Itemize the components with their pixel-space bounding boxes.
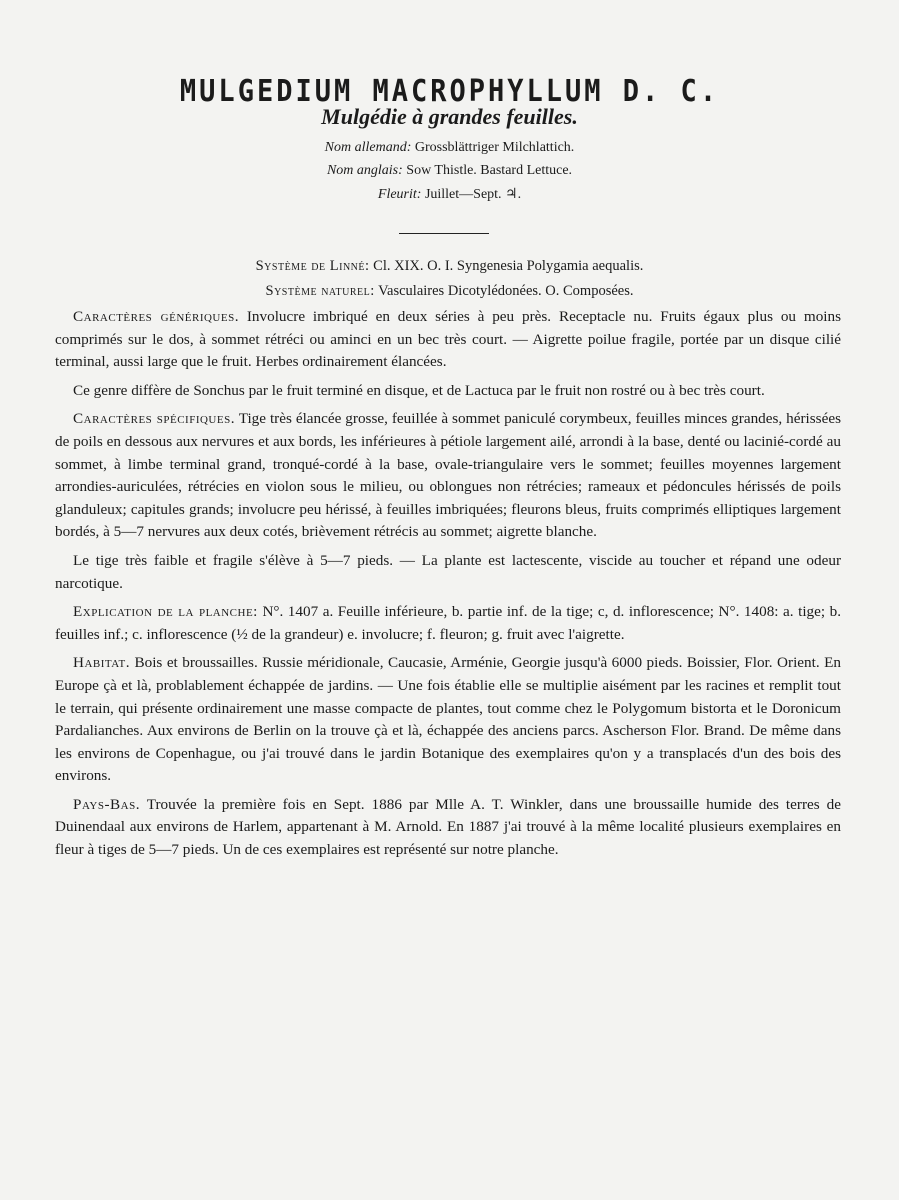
plate-explanation-text: N°. 1407 a. Feuille inférieure, b. partie inf. de la tige; c, d. inflorescence; N°. 1408: a. tige; b. feuilles inf.; c. inflorescence (½ de la grandeur) e. involucre; f. fleuron; g. fruit avec l'aigrette. (55, 603, 842, 643)
page-title: MULGEDIUM MACROPHYLLUM D. C. (179, 74, 720, 109)
natural-system: Vasculaires Dicotylédonées. O. Composées. (378, 283, 634, 299)
generic-characters-paragraph (55, 306, 841, 374)
netherlands-text: Trouvée la première fois en Sept. 1886 par Mlle A. T. Winkler, dans une broussaille humide des terres de Duinendaal aux environs de Harlem, appartenant à M. Arnold. En 1887 j'ai trouvé à la même localité plusieurs exemplaires en fleur à tiges de 5—7 pieds. Un de ces exemplaires est représenté sur notre planche. (55, 795, 841, 859)
english-name-line (0, 163, 899, 179)
habitat-label: Habitat. (73, 654, 130, 672)
natural-system-line (0, 283, 899, 300)
generic-characters-label: Caractères génériques. (73, 308, 240, 325)
generic-characters-text: Involucre imbriqué en deux séries à peu près. Receptacle nu. Fruits égaux plus ou moins comprimés sur le dos, à sommet rétréci ou aminci en un bec très court. — Aigrette poilue fragile, portée par un disque cilié terminal, aussi large que le fruit. Herbes ordinairement élancées. (55, 308, 842, 371)
netherlands-paragraph (55, 794, 841, 862)
english-name: Sow Thistle. Bastard Lettuce. (406, 163, 573, 178)
stem-description-paragraph: Le tige très faible et fragile s'élève à 5—7 pieds. — La plante est lactescente, viscide au toucher et répand une odeur narcotique. (55, 551, 841, 592)
netherlands-label: Pays-Bas. (73, 795, 140, 813)
body-text (55, 306, 841, 868)
specific-characters-text: Tige très élancée grosse, feuillée à sommet paniculé corymbeux, feuilles minces grandes, hérissées de poils en dessous aux nervures et aux bords, les inférieures à pétiole largement ailé, arrondi à la base, denté ou lacinié-cordé au sommet, à limbe terminal grand, tronqué-cordé à la base, ovale-triangulaire vers le sommet; feuilles moyennes largement arrondies-auriculées, rétrécies en violon sous le milieu, ou oblongues non rétrécies; rameaux et pédoncules hérissés de poils glanduleux; capitules grands; involucre peu hérissé, à feuilles imbriquées; fleurons bleus, fruits comprimés elliptiques largement bordés, à 5—7 nervures aux deux cotés, brièvement rétrécis au sommet; aigrette blanche. (55, 410, 841, 541)
german-name: Grossblättriger Milchlattich. (414, 140, 575, 155)
habitat-paragraph (55, 652, 841, 788)
linne-system-label: Système de Linné: (255, 258, 370, 274)
linne-system-line (0, 258, 899, 275)
german-name-line (0, 140, 899, 156)
plate-explanation-label: Explication de la planche: (73, 603, 258, 621)
specific-characters-paragraph (55, 408, 841, 544)
plate-explanation-paragraph (55, 601, 841, 646)
divider-rule (399, 233, 489, 234)
natural-system-label: Système naturel: (265, 283, 375, 299)
genus-comparison-paragraph: Ce genre diffère de Sonchus par le fruit terminé en disque, et de Lactuca par le fruit non rostré ou à bec très court. (73, 381, 765, 399)
french-name: Mulgédie à grandes feuilles. (321, 104, 578, 129)
habitat-text: Bois et broussailles. Russie méridionale, Caucasie, Arménie, Georgie jusqu'à 6000 pieds. Boissier, Flor. Orient. En Europe çà et là, problablement échappée de jardins. — Une fois établie elle se multiplie aisément par les racines et remplit tout le terrain, qui présente ordinairement une masse compacte de plantes, tout comme chez le Polygomum bistorta et le Doronicum Pardalianches. Aux environs de Berlin on la trouve çà et là, échappée des anciens parcs. Ascherson Flor. Brand. De même dans les environs de Copenhague, ou j'ai trouvé dans le jardin Botanique des exemplaires qu'on y a transplacés d'un des bois des environs. (55, 654, 841, 785)
specific-characters-label: Caractères spécifiques. (73, 410, 236, 428)
flowering-label: Fleurit: (377, 187, 422, 202)
german-name-label: Nom allemand: (324, 140, 412, 155)
flowering-period: Juillet—Sept. ♃. (424, 187, 522, 202)
flowering-line (0, 186, 899, 203)
linne-system: Cl. XIX. O. I. Syngenesia Polygamia aequalis. (373, 258, 644, 274)
english-name-label: Nom anglais: (326, 163, 403, 178)
